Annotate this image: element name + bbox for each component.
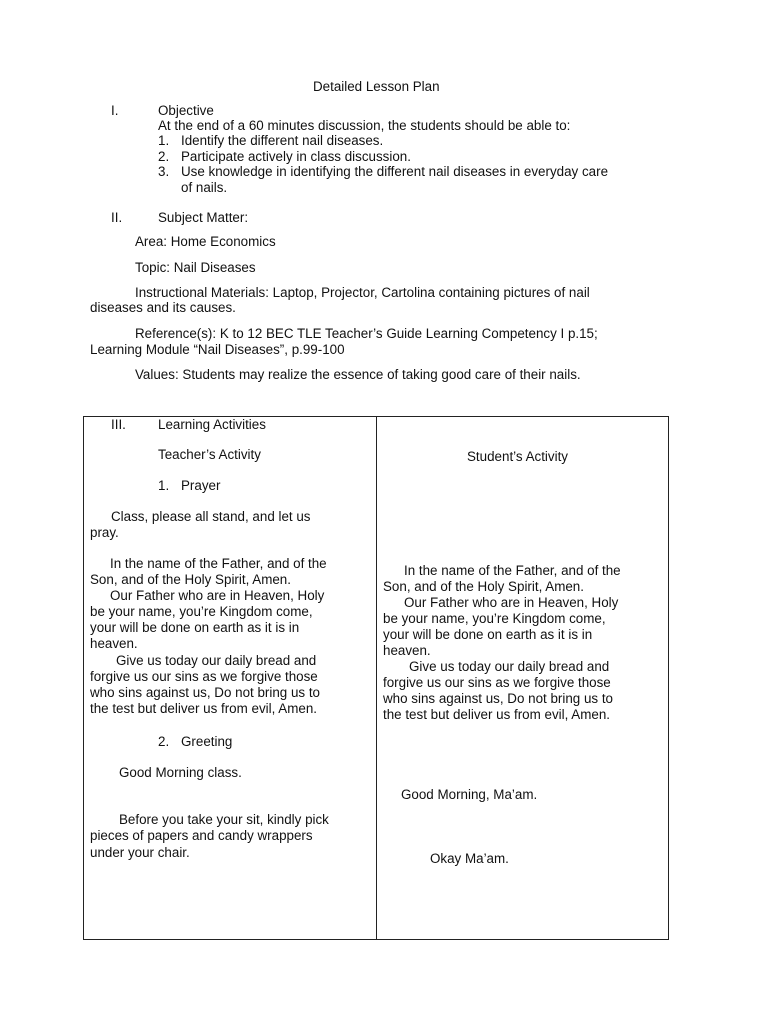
objective-item-3-number: 3.	[158, 164, 170, 179]
objective-item-3-continued: of nails.	[181, 180, 228, 195]
document-title: Detailed Lesson Plan	[313, 79, 440, 94]
teacher-prayer-line-6: heaven.	[90, 636, 138, 651]
teacher-prayer-line-3: Our Father who are in Heaven, Holy	[110, 588, 325, 603]
student-prayer-line-6: heaven.	[383, 643, 431, 658]
subject-area: Area: Home Economics	[135, 234, 276, 249]
student-prayer-line-4: be your name, you’re Kingdom come,	[383, 611, 606, 626]
teacher-prayer-line-5: your will be done on earth as it is in	[90, 620, 300, 635]
section-numeral-1: I.	[111, 103, 119, 118]
teacher-activity-heading: Teacher’s Activity	[158, 447, 261, 462]
section-numeral-2: II.	[111, 210, 123, 225]
teacher-prayer-line-1: In the name of the Father, and of the	[110, 556, 327, 571]
teacher-prayer-line-4: be your name, you’re Kingdom come,	[90, 604, 313, 619]
objective-item-3: Use knowledge in identifying the different nail diseases in everyday care	[181, 164, 609, 179]
prayer-number: 1.	[158, 478, 170, 493]
values-statement: Values: Students may realize the essence of taking good care of their nails.	[135, 367, 581, 382]
section-numeral-3: III.	[111, 417, 126, 432]
student-activity-heading: Student’s Activity	[467, 449, 568, 464]
student-prayer-line-2: Son, and of the Holy Spirit, Amen.	[383, 579, 584, 594]
student-prayer-line-7: Give us today our daily bread and	[409, 659, 610, 674]
teacher-greeting: Good Morning class.	[119, 765, 242, 780]
teacher-prayer-line-10: the test but deliver us from evil, Amen.	[90, 701, 317, 716]
table-column-divider	[376, 416, 377, 940]
student-prayer-line-8: forgive us our sins as we forgive those	[383, 675, 611, 690]
subject-topic: Topic: Nail Diseases	[135, 260, 256, 275]
student-response: Okay Ma’am.	[430, 851, 509, 866]
teacher-prayer-line-8: forgive us our sins as we forgive those	[90, 669, 318, 684]
teacher-prayer-line-2: Son, and of the Holy Spirit, Amen.	[90, 572, 291, 587]
teacher-prayer-call-line-1: Class, please all stand, and let us	[111, 509, 311, 524]
teacher-prayer-line-7: Give us today our daily bread and	[116, 653, 317, 668]
subject-matter-heading: Subject Matter:	[158, 210, 249, 225]
objective-intro: At the end of a 60 minutes discussion, the students should be able to:	[158, 118, 571, 133]
teacher-prayer-call-line-2: pray.	[90, 525, 119, 540]
student-greeting: Good Morning, Ma’am.	[401, 787, 538, 802]
student-prayer-line-1: In the name of the Father, and of the	[404, 563, 621, 578]
instructional-materials-line-2: diseases and its causes.	[90, 300, 236, 315]
student-prayer-line-9: who sins against us, Do not bring us to	[383, 691, 614, 706]
student-prayer-line-10: the test but deliver us from evil, Amen.	[383, 707, 610, 722]
instructional-materials-line-1: Instructional Materials: Laptop, Projector, Cartolina containing pictures of nail	[135, 285, 590, 300]
student-prayer-line-3: Our Father who are in Heaven, Holy	[404, 595, 619, 610]
objective-item-2-number: 2.	[158, 149, 170, 164]
objective-heading: Objective	[158, 103, 214, 118]
reference-line-1: Reference(s): K to 12 BEC TLE Teacher’s Guide Learning Competency I p.15;	[135, 326, 598, 341]
student-prayer-line-5: your will be done on earth as it is in	[383, 627, 593, 642]
greeting-label: Greeting	[181, 734, 233, 749]
objective-item-1: Identify the different nail diseases.	[181, 133, 384, 148]
reference-line-2: Learning Module “Nail Diseases”, p.99-100	[90, 342, 345, 357]
greeting-number: 2.	[158, 734, 170, 749]
teacher-instruction-line-2: pieces of papers and candy wrappers	[90, 828, 313, 843]
teacher-instruction-line-3: under your chair.	[90, 845, 190, 860]
objective-item-2: Participate actively in class discussion.	[181, 149, 411, 164]
objective-item-1-number: 1.	[158, 133, 170, 148]
learning-activities-heading: Learning Activities	[158, 417, 266, 432]
teacher-instruction-line-1: Before you take your sit, kindly pick	[119, 812, 329, 827]
prayer-label: Prayer	[181, 478, 221, 493]
teacher-prayer-line-9: who sins against us, Do not bring us to	[90, 685, 321, 700]
